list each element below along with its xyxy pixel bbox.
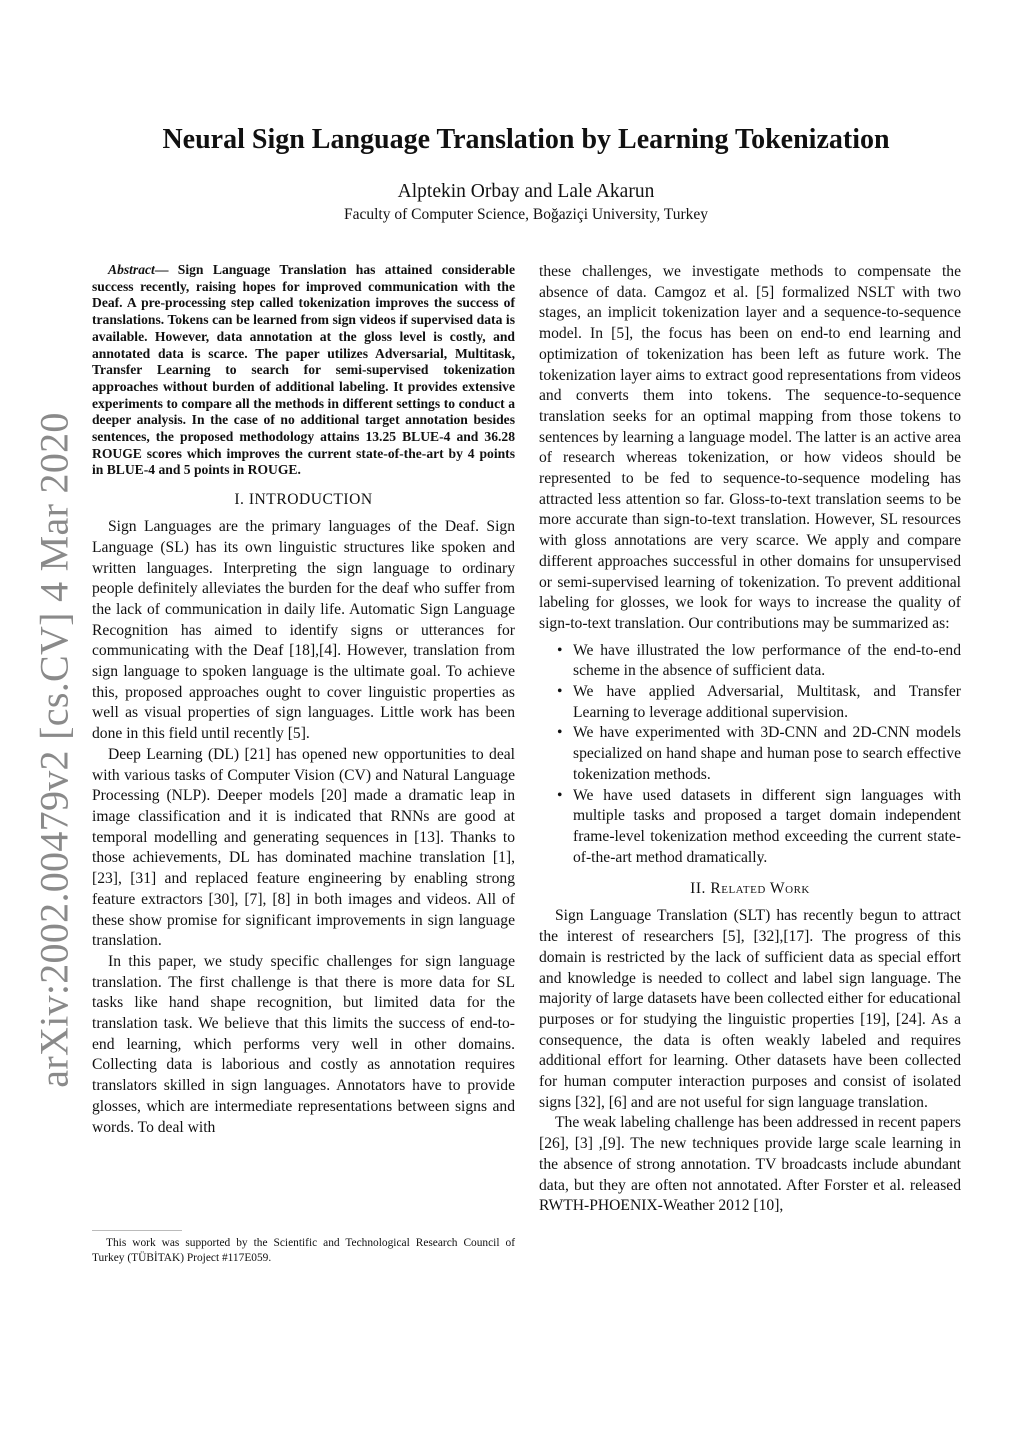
section-heading-introduction: I. INTRODUCTION: [234, 491, 373, 509]
paper-affiliation: Faculty of Computer Science, Boğaziçi University, Turkey: [343, 206, 709, 223]
right-column: [539, 262, 961, 1217]
abstract-label: Abstract: [108, 262, 155, 277]
bullet-icon: •: [557, 786, 563, 804]
list-item: • We have applied Adversarial, Multitask, and Transfer Learning to leverage additional supervision.: [557, 683, 961, 721]
intro-continuation: these challenges, we investigate methods to compensate the absence of data. Camgoz et al. [5] formalized NSLT with two stages, an implicit tokenization layer and a sequence-to-sequence model. In [5], the focus has been on end-to end learning and optimization of tokenization has been left as future work. The tokenization layer aims to extract good representations from videos and converts them into tokens. The sequence-to-sequence translation seeks for an optimal mapping from those tokens to sentences by learning a language model. The latter is an active area of research whereas tokenization, or how videos should be represented to be fed to sequence-to-sequence modeling has attracted less attention so far. Gloss-to-text translation seems to be more accurate than sign-to-text translation. However, SL resources with gloss annotations are very scarce. We apply and compare different approaches successful in other domains for unsupervised or semi-supervised learning of tokenization. To prevent additional labeling for glosses, we look for ways to increase the quality of sign-to-text translation. Our contributions may be summarized as:: [539, 263, 961, 632]
bullet-icon: •: [557, 724, 563, 742]
footnote: This work was supported by the Scientific and Technological Research Council of Turkey (TÜBİTAK) Project #117E059.: [92, 1237, 515, 1264]
footnote-rule: [92, 1230, 182, 1231]
intro-paragraph-3: In this paper, we study specific challenges for sign language translation. The first challenge is that there is more data for SL tasks like hand shape recognition, but limited data for the translation task. We believe that this limits the success of end-to-end learning, which performs very well in other domains. Collecting data is laborious and costly as annotation requires translators skilled in sign languages. Annotators have to provide glosses, which are intermediate representations between signs and words. To deal with: [92, 952, 515, 1136]
contributions-list: [539, 641, 961, 869]
paper-authors: Alptekin Orbay and Lale Akarun: [397, 181, 655, 202]
paper-title: Neural Sign Language Translation by Learning Tokenization: [162, 124, 890, 155]
related-paragraph-1: Sign Language Translation (SLT) has recently begun to attract the interest of researchers [5], [32],[17]. The progress of this domain is restricted by the lack of sufficient data as special effort and knowledge is needed to collect and label sign language. The majority of large datasets have been collected either for educational purposes or for studying the linguistic properties [19], [24]. As a consequence, the data is often weakly labeled and requires additional effort for learning. Other datasets have been collected for human computer interaction purposes and consist of isolated signs [32], [6] and are not useful for sign language translation.: [539, 907, 961, 1111]
intro-paragraph-1: Sign Languages are the primary languages of the Deaf. Sign Language (SL) has its own linguistic structures like spoken and written languages. Interpreting the sign language to ordinary people definitely alleviates the burden for the deaf who suffer from the lack of communication in daily life. Automatic Sign Language Recognition has aimed to identify signs or utterances for communicating with the Deaf [18],[4]. However, translation from sign language to spoken language is the ultimate goal. To achieve this, proposed approaches ought to cover linguistic properties as well as visual properties of sign languages. Little work has been done in this field until recently [5].: [92, 518, 515, 743]
list-item: • We have experimented with 3D-CNN and 2D-CNN models specialized on hand shape and human pose to search effective tokenization methods.: [557, 724, 961, 783]
related-paragraph-2: The weak labeling challenge has been addressed in recent papers [26], [3] ,[9]. The new techniques provide large scale learning in the absence of strong annotation. TV broadcasts include abundant data, but they are often not annotated. After Forster et al. released RWTH-PHOENIX-Weather 2012 [10],: [539, 1114, 961, 1215]
arxiv-sidebar: [31, 412, 77, 1088]
left-column: [92, 262, 515, 1138]
bullet-icon: •: [557, 641, 563, 659]
list-item: • We have illustrated the low performance of the end-to-end scheme in the absence of sufficient data.: [557, 641, 961, 680]
section-number: II.: [690, 880, 706, 898]
list-item: • We have used datasets in different sign languages with multiple tasks and proposed a target domain independent frame-level tokenization method exceeding the current state-of-the-art method dramatically.: [557, 786, 961, 866]
intro-paragraph-2: Deep Learning (DL) [21] has opened new opportunities to deal with various tasks of Computer Vision (CV) and Natural Language Processing (NLP). Deeper models [20] made a dramatic leap in image classification and it is indicated that RNNs are good at temporal modelling and generating sequences in [13]. Thanks to those achievements, DL has dominated machine translation [1], [23], [31] and replaced feature engineering by enabling strong feature extractors [30], [7], [8] in both images and videos. All of these show promise for significant improvements in sign language translation.: [92, 745, 515, 950]
abstract: [92, 262, 515, 479]
section-heading-related-work: [539, 880, 961, 898]
abstract-text: — Sign Language Translation has attained considerable success recently, raising hopes for improved communication with the Deaf. A pre-processing step called tokenization improves the success of translations. Tokens can be learned from sign videos if supervised data is available. However, data annotation at the gloss level is costly, and annotated data is scarce. The paper utilizes Adversarial, Multitask, Transfer Learning to search for semi-supervised tokenization approaches without burden of additional labeling. It provides extensive experiments to compare all the methods in different settings to conduct a deeper analysis. In the case of no additional target annotation besides sentences, the proposed methodology attains 13.25 BLUE-4 and 36.28 ROUGE scores which improves the current state-of-the-art by 4 points in BLUE-4 and 5 points in ROUGE.: [92, 262, 515, 478]
section-title: Related Work: [710, 880, 810, 898]
arxiv-identifier: arXiv:2002.00479v2 [cs.CV] 4 Mar 2020: [31, 412, 77, 1088]
bullet-icon: •: [557, 683, 563, 701]
